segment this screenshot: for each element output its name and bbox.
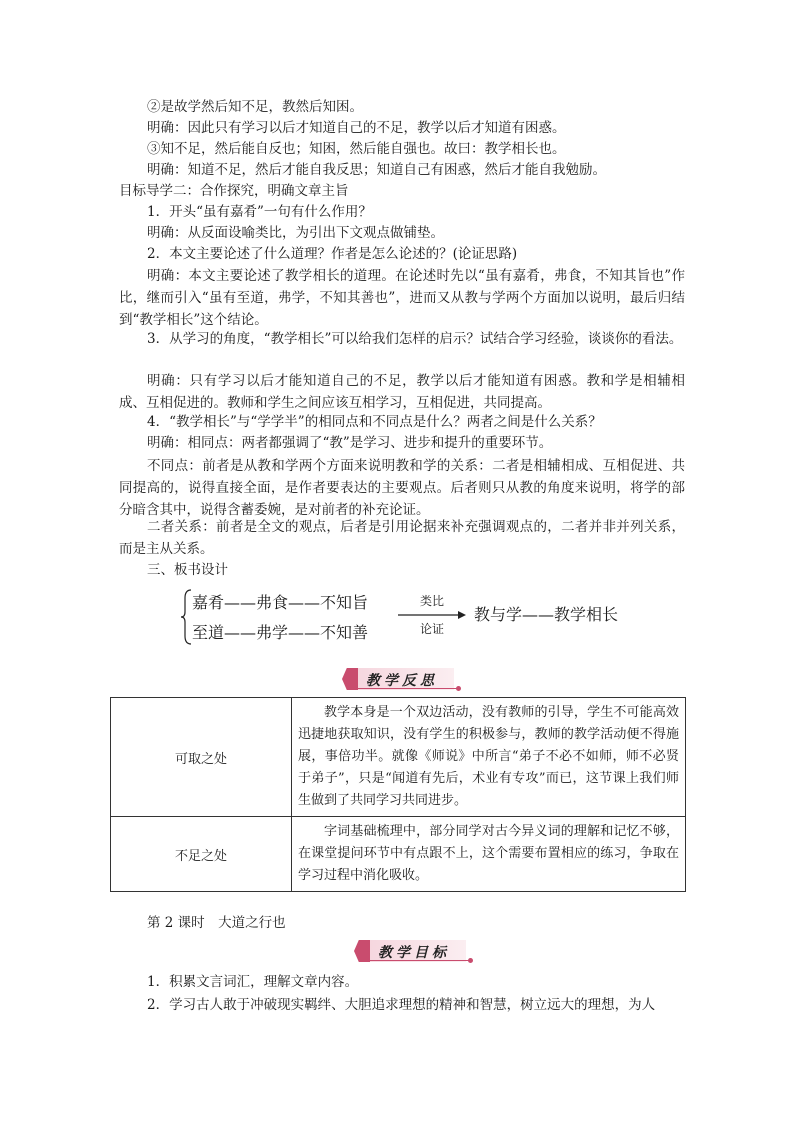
- answer-paragraph: 明确：只有学习以后才能知道自己的不足，教学以后才能知道有困惑。教和学是相辅相成、互相促进的。教师和学生之间应该互相学习，互相促进，共同提高。: [119, 373, 685, 411]
- table-row-label: 不足之处: [111, 817, 292, 892]
- table-row-label: 可取之处: [111, 698, 292, 817]
- banner-title: 教学反思: [366, 673, 438, 689]
- board-row-1: 嘉肴——弗食——不知旨: [192, 593, 369, 612]
- relation-paragraph: 二者关系：前者是全文的观点，后者是引用论据来补充强调观点的，二者并非并列关系，而是主从关系。: [119, 519, 685, 557]
- table-row-content: 字词基础梳理中，部分同学对古今异义词的理解和记忆不够，在课堂提问环节中有点跟不上，这个需要布置相应的练习，争取在学习过程中消化吸收。: [292, 817, 686, 892]
- answer: 明确：相同点：两者都强调了“教”是学习、进步和提升的重要环节。: [147, 435, 553, 451]
- banner-dot-icon: [456, 686, 461, 691]
- banner-dot-icon: [468, 958, 473, 963]
- right-arrow-icon: [398, 610, 468, 620]
- banner-marker-icon: [342, 668, 358, 690]
- text-line: 明确：因此只有学习以后才知道自己的不足，教学以后才知道有困惑。: [147, 120, 566, 136]
- board-row-2: 至道——弗学——不知善: [192, 623, 369, 642]
- answer: 明确：从反面设喻类比，为引出下文观点做铺垫。: [147, 225, 444, 241]
- text-line: 明确：知道不足，然后才能自我反思；知道自己有困惑，然后才能自我勉励。: [147, 162, 606, 178]
- arrow-label-top: 类比: [419, 594, 444, 608]
- banner-marker-icon: [354, 940, 370, 962]
- question: 4．“教学相长”与“学学半”的相同点和不同点是什么？两者之间是什么关系？: [147, 414, 602, 430]
- section-heading: 目标导学二：合作探究，明确文章主旨: [119, 183, 349, 199]
- goals-banner: [354, 940, 472, 962]
- lesson-title: 第 2 课时 大道之行也: [147, 915, 286, 931]
- table-row-content: 教学本身是一个双边活动，没有教师的引导，学生不可能高效迅捷地获取知识，没有学生的积极参与，教师的教学活动便不得施展，事倍功半。就像《师说》中所言“弟子不必不如师，师不必贤于弟子”，只是“闻道有先后，术业有专攻”而已，这节课上我们师生做到了共同学习共同进步。: [292, 698, 686, 817]
- table-row: [111, 817, 686, 892]
- difference-paragraph: 不同点：前者是从教和学两个方面来说明教和学的关系：二者是相辅相成、互相促进、共同提高的，说得直接全面，是作者要表达的主要观点。后者则只从教的角度来说明，将学的部分暗含其中，说得含蓄委婉，是对前者的补充论证。: [119, 458, 685, 518]
- question: 2．本文主要论述了什么道理？作者是怎么论述的？(论证思路): [147, 246, 518, 262]
- board-heading: 三、板书设计: [147, 562, 228, 578]
- text-line: ③知不足，然后能自反也；知困，然后能自强也。故曰：教学相长也。: [147, 141, 566, 157]
- goal-item: 1．积累文言词汇，理解文章内容。: [147, 974, 359, 990]
- reflection-table: [110, 697, 686, 892]
- banner-title: 教学目标: [378, 945, 450, 961]
- board-diagram: [180, 588, 660, 648]
- text-line: ②是故学然后知不足，教然后知困。: [147, 99, 363, 115]
- arrow-label-bottom: 论证: [419, 622, 444, 636]
- goal-item: 2．学习古人敢于冲破现实羁绊、大胆追求理想的精神和智慧，树立远大的理想，为人: [147, 997, 656, 1013]
- table-row: [111, 698, 686, 817]
- brace-icon: [180, 588, 192, 646]
- reflection-banner: [342, 668, 460, 690]
- board-arrow: [398, 590, 466, 646]
- question: 1．开头“虽有嘉肴”一句有什么作用？: [147, 204, 372, 220]
- answer-paragraph: 明确：本文主要论述了教学相长的道理。在论述时先以“虽有嘉肴，弗食，不知其旨也”作比，继而引入“虽有至道，弗学，不知其善也”，进而又从教与学两个方面加以说明，最后归结到“教学相长”这个结论。: [119, 268, 685, 328]
- board-result: 教与学——教学相长: [474, 605, 619, 624]
- question-paragraph: 3．从学习的角度，“教学相长”可以给我们怎样的启示？试结合学习经验，谈谈你的看法。: [147, 331, 683, 347]
